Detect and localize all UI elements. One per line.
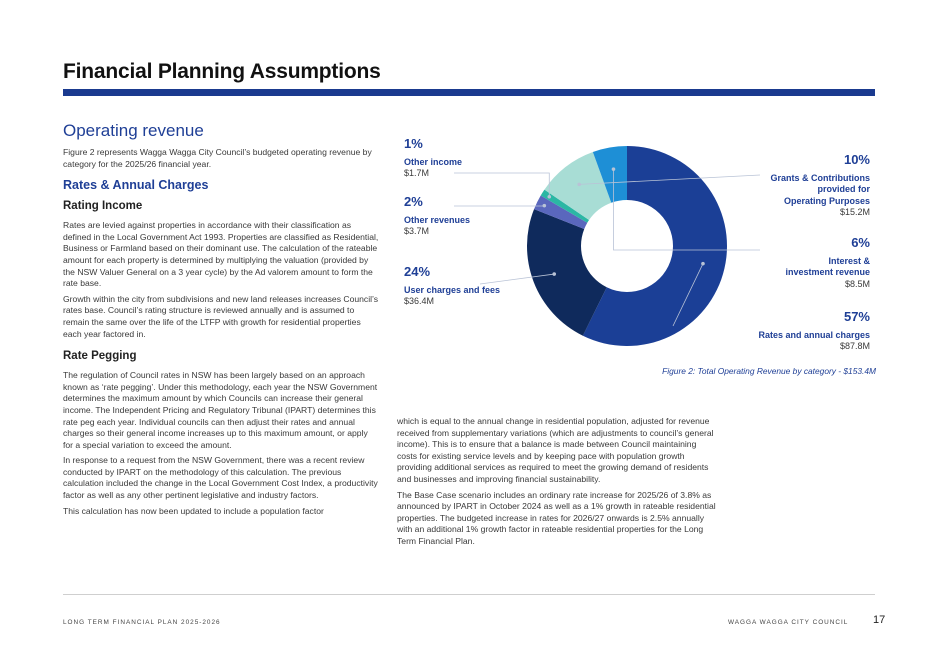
name-user-charges: User charges and fees (404, 284, 501, 295)
pct-interest: 6% (851, 235, 870, 250)
label-other-revenues (404, 196, 470, 238)
leader-dot-other-revenues (543, 204, 547, 208)
left-column (63, 121, 379, 521)
rating-income-heading: Rating Income (63, 200, 143, 213)
figure-caption: Figure 2: Total Operating Revenue by category - $153.4M (662, 366, 876, 376)
leader-dot-interest (612, 167, 616, 171)
label-interest (785, 237, 870, 290)
footer-council-name: WAGGA WAGGA CITY COUNCIL (728, 619, 849, 626)
leader-dot-other-income (547, 195, 551, 199)
right-column (397, 416, 717, 552)
rating-paragraph-1: Rates are levied against properties in accordance with their classification as defined in the Local Government Act 1993. Properties are classified as Residential, Business or Farmland based on their dominant use. The calculation of the rateable amount for each property is determined by multiplying the valuation (provided by the NSW Valuer General on a 3 year cycle) by the Ad valorem amount to form the rate base. (63, 220, 379, 289)
name-other-revenues: Other revenues (404, 214, 471, 225)
value-user-charges: $36.4M (404, 296, 435, 306)
page-title: Financial Planning Assumptions (63, 60, 381, 83)
revenue-donut-chart (390, 132, 876, 382)
name-interest-line-2: investment revenue (785, 267, 870, 277)
section-title: Operating revenue (63, 121, 204, 140)
pct-rates: 57% (843, 309, 870, 324)
value-other-income: $1.7M (404, 168, 430, 178)
name-other-income: Other income (404, 156, 463, 167)
label-rates (758, 311, 870, 353)
rate-pegging-heading: Rate Pegging (63, 350, 137, 363)
leader-dot-grants (577, 183, 581, 187)
pct-grants: 10% (843, 152, 870, 167)
name-grants-line-2: provided for (817, 184, 870, 194)
value-interest: $8.5M (844, 278, 870, 289)
intro-paragraph: Figure 2 represents Wagga Wagga City Council’s budgeted operating revenue by category for the 2025/26 financial year. (63, 147, 372, 169)
value-other-revenues: $3.7M (404, 226, 430, 236)
pegging-paragraph-3: This calculation has now been updated to include a population factor (63, 505, 324, 516)
rates-heading: Rates & Annual Charges (63, 178, 209, 193)
title-bar (63, 89, 875, 96)
leader-dot-rates (701, 262, 705, 266)
pegging-paragraph-2: In response to a request from the NSW Government, there was a recent review conducted by IPART on the methodology of this calculation. The previous calculation included the change in the Local Government Cost Index, a productivity factor as well as any other pertinent legislative and industry factors. (63, 455, 378, 501)
pegging-paragraph-1: The regulation of Council rates in NSW has been largely based on an approach known as ‘rate pegging’. Under this methodology, each year the NSW Government determines the maximum amount by which Councils can increase their general income. The Independent Pricing and Regulatory Tribunal (IPART) determines this rate peg each year. Individual councils can then adjust their rates and annual charges so their general income increases up to this maximum amount, or apply for a special variation to exceed the amount. (63, 370, 378, 450)
rating-paragraph-2: Growth within the city from subdivisions and new land releases increases Council’s rates base. Council’s rating structure is reviewed annually and is assumed to remain the same over the life of the LTFP with growth for residential properties each year factored in. (63, 293, 379, 339)
leader-dot-user-charges (552, 272, 556, 276)
value-grants: $15.2M (839, 207, 870, 217)
label-user-charges (404, 266, 500, 308)
name-interest-line-1: Interest & (828, 255, 870, 266)
label-grants (771, 154, 871, 219)
page-number: 17 (873, 614, 886, 626)
pct-other-income: 1% (404, 136, 423, 151)
pct-user-charges: 24% (404, 264, 431, 279)
footer-rule (63, 594, 875, 595)
right-paragraph-2: The Base Case scenario includes an ordinary rate increase for 2025/26 of 3.8% as announced by IPART in October 2024 as well as a 1% growth in rateable residential properties. The budgeted increase in rates for 2026/27 onwards is 2.5% annually with an additional 1% growth factor in rateable residential properties for the Long Term Financial Plan. (397, 489, 716, 546)
name-rates: Rates and annual charges (758, 329, 870, 340)
name-grants-line-1: Grants & Contributions (770, 172, 870, 183)
pct-other-revenues: 2% (404, 194, 423, 209)
footer-document-title: LONG TERM FINANCIAL PLAN 2025-2026 (63, 619, 221, 626)
leader-other-income (454, 173, 549, 197)
right-paragraph-1: which is equal to the annual change in residential population, adjusted for revenue received from supplementary variations (which are adjustments to council’s general income). This is to ensure that a balance is made between Council maintaining costs for existing service levels and by keeping pace with population growth providing additional services as required to meet the growing demand of residents and businesses and improving financial sustainability. (397, 416, 714, 484)
label-other-income (404, 138, 462, 180)
name-grants-line-3: Operating Purposes (783, 195, 870, 206)
value-rates: $87.8M (839, 341, 870, 351)
